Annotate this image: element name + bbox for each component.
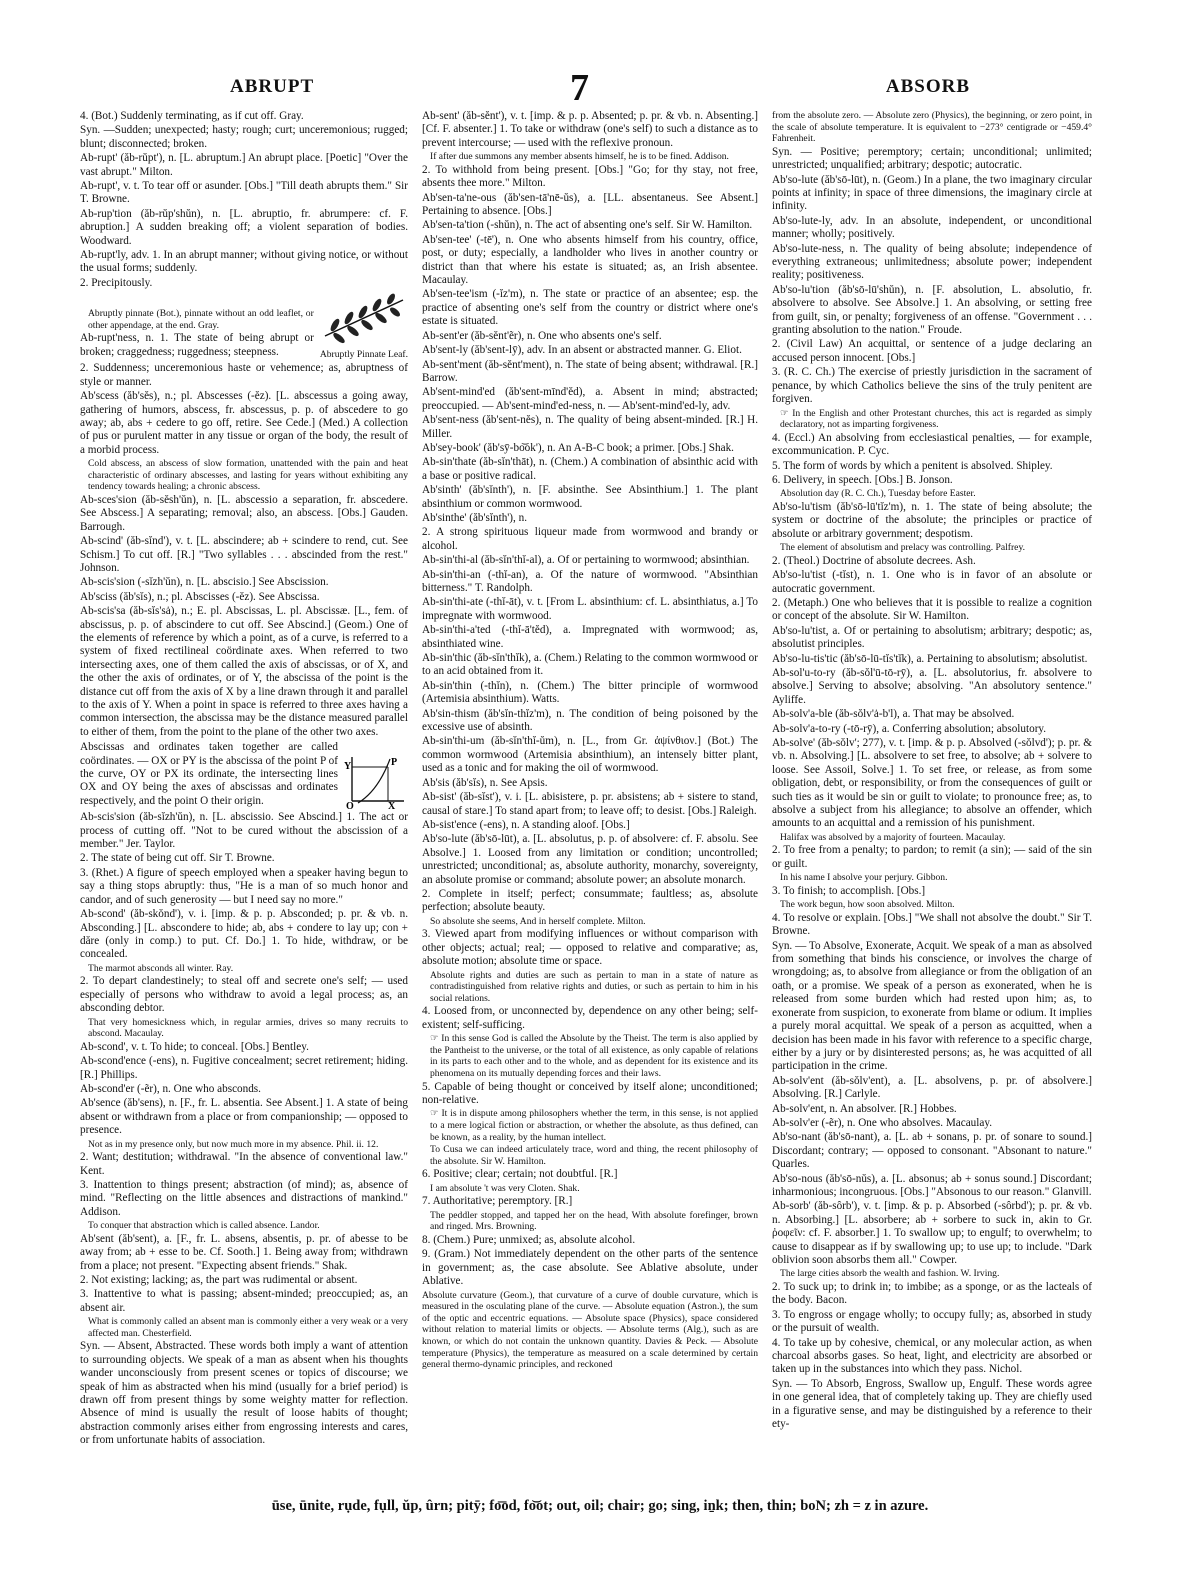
entry: 2. A strong spirituous liqueur made from wormwood and brandy or alcohol.: [422, 526, 758, 552]
entry: 3. Inattention to things present; abstraction (of mind); as, absence of mind. "Reflecting on the little absences and distractions of mankind." Addison.: [80, 1178, 408, 1218]
note: ☞ In this sense God is called the Absolute by the Theist. The term is also applied by the Pantheist to the universe, or the total of all existence, as only capable of relations in its parts to each other and to the whole, and as dependent for its existence and its phenomena on its mutually depending forces and their laws.: [430, 1033, 758, 1079]
entry: 2. Want; destitution; withdrawal. "In the absence of conventional law." Kent.: [80, 1151, 408, 1177]
entry: 3. Viewed apart from modifying influences or without comparison with other objects; actual; real; — opposed to relative and comparative; as, absolute motion; absolute time or space.: [422, 928, 758, 968]
entry: Ab-rupt', v. t. To tear off or asunder. [Obs.] "Till death abrupts them." Sir T. Browne.: [80, 180, 408, 206]
entry: Ab'so-nous (ăb'sō-nŭs), a. [L. absonus; ab + sonus sound.] Discordant; inharmonious; incongruous. [Obs.] "Absonous to our reason." Glanvill.: [772, 1172, 1092, 1198]
quotation: The peddler stopped, and tapped her on the head, With absolute forefinger, brown and ringed. Mrs. Browning.: [430, 1209, 758, 1233]
synonym-note: Syn. — To Absorb, Engross, Swallow up, Engulf. These words agree in one general idea, that of completely taking up. They are chiefly used in a figurative sense, and may be distinguished by a reference to their ety-: [772, 1377, 1092, 1431]
entry: Ab'sis (ăb'sĭs), n. See Apsis.: [422, 776, 548, 789]
entry: Ab'so-lute-ly, adv. In an absolute, independent, or unconditional manner; wholly; positively.: [772, 214, 1092, 241]
quotation: The large cities absorb the wealth and fashion. W. Irving.: [780, 1268, 1000, 1280]
synonym-note: Syn. — Absent, Abstracted. These words both imply a want of attention to surrounding objects. We speak of a man as absent when his thoughts wander unconsciously from present scenes or topics of discourse; we speak of him as abstracted when his mind (usually for a brief period) is drawn off from present things by some weighty matter for reflection. Absence of mind is usually the result of loose habits of thought; abstraction commonly arises either from engrossing interests and cares, or from unfortunate habits of association.: [80, 1340, 408, 1447]
entry: 2. To free from a penalty; to pardon; to remit (a sin); — said of the sin or guilt.: [772, 844, 1092, 870]
entry: 5. The form of words by which a penitent is absolved. Shipley.: [772, 459, 1053, 472]
note: ☞ In the English and other Protestant churches, this act is regarded as simply declaratory, not as imparting forgiveness.: [780, 407, 1092, 431]
entry: Ab-solv'er (-ẽr), n. One who absolves. Macaulay.: [772, 1116, 992, 1129]
entry: Ab-sin'thi-a'ted (-thĭ-ā'tĕd), a. Impregnated with wormwood; as, absinthiated wine.: [422, 624, 758, 650]
entry: 3. (Rhet.) A figure of speech employed when a speaker having begun to say a thing stops abruptly: thus, "He is a man of so much honor and candor, and of such generosity — but I need say no more.": [80, 866, 408, 906]
entry: Ab-sin'thin (-thĭn), n. (Chem.) The bitter principle of wormwood (Artemisia absinthium). Watts.: [422, 679, 758, 706]
note: Absolution day (R. C. Ch.), Tuesday before Easter.: [780, 488, 976, 500]
entry: Ab-sin'thi-al (ăb-sĭn'thĭ-al), a. Of or pertaining to wormwood; absinthian.: [422, 554, 750, 567]
axis-label-y: Y: [344, 761, 352, 773]
entry: Ab'so-lute (ăb'sō-lūt), n. (Geom.) In a plane, the two imaginary circular points at infinity; in space of three dimensions, the imaginary circle at infinity.: [772, 173, 1092, 213]
quotation: I am absolute 't was very Cloten. Shak.: [430, 1182, 580, 1194]
entry: Ab'sey-book' (ăb'sȳ-bo͝ok'), n. An A-B-C book; a primer. [Obs.] Shak.: [422, 441, 734, 454]
abscissa-illustration-block: [80, 741, 408, 809]
entry: Ab'sent-ness (ăb'sent-nĕs), n. The quality of being absent-minded. [R.] H. Miller.: [422, 414, 758, 440]
quotation: To conquer that abstraction which is called absence. Landor.: [88, 1220, 320, 1232]
column-1: [80, 110, 408, 1495]
quotation: Not as in my presence only, but now much more in my absence. Phil. ii. 12.: [88, 1138, 379, 1150]
entry: Ab-solv'a-ble (ăb-sŏlv'ȧ-b'l), a. That may be absolved.: [772, 708, 1015, 721]
entry: Ab-sin'thate (ăb-sĭn'thāt), n. (Chem.) A combination of absinthic acid with a base or positive radical.: [422, 456, 758, 482]
column-3: [772, 110, 1092, 1495]
quotation: That very homesickness which, in regular armies, drives so many recruits to abscond. Macaulay.: [88, 1016, 408, 1040]
entry: Ab'sen-ta'ne-ous (ăb'sen-tā'nē-ŭs), a. [LL. absentaneus. See Absent.] Pertaining to absence. [Obs.]: [422, 191, 758, 218]
entry: Ab-rupt'ness, n. 1. The state of being abrupt or broken; craggedness; ruggedness; steepness.: [80, 332, 314, 358]
entry: Ab'so-lu'tism (ăb'sō-lū'tĭz'm), n. 1. The state of being absolute; the system or doctrine of the absolute; the principles or practice of absolute or arbitrary government; despotism.: [772, 500, 1092, 540]
entry: 2. The state of being cut off. Sir T. Browne.: [80, 852, 275, 865]
entry: 2. Suddenness; unceremonious haste or vehemence; as, abruptness of style or manner.: [80, 362, 408, 388]
entry: Ab-scond', v. t. To hide; to conceal. [Obs.] Bentley.: [80, 1040, 309, 1053]
entry: 2. Precipitously.: [80, 276, 153, 289]
entry: Syn. —Sudden; unexpected; hasty; rough; curt; unceremonious; rugged; blunt; disconnected; broken.: [80, 124, 408, 150]
quotation: The marmot absconds all winter. Ray.: [88, 962, 234, 974]
entry: 6. Delivery, in speech. [Obs.] B. Jonson.: [772, 473, 953, 486]
pronunciation-key: ūse, ūnite, rụde, fụll, ŭp, ûrn; pitȳ; fo͞od, fo͝ot; out, oil; chair; go; sing, iṉk; then, thin; boN; zh = z in azure.: [271, 1498, 929, 1514]
entry: 3. To engross or engage wholly; to occupy fully; as, absorbed in study or the pursuit of wealth.: [772, 1308, 1092, 1335]
column-2: [422, 110, 758, 1495]
quotation: To Cusa we can indeed articulately trace, word and thing, the recent philosophy of the absolute. Sir W. Hamilton.: [430, 1144, 758, 1167]
quotation: If after due summons any member absents himself, he is to be fined. Addison.: [430, 151, 729, 163]
entry: Ab-scond'er (-ẽr), n. One who absconds.: [80, 1082, 261, 1095]
entry: Ab-sorb' (ăb-sôrb'), v. t. [imp. & p. p. Absorbed (-sôrbd'); p. pr. & vb. n. Absorbing.] [L. absorbere; ab + sorbere to suck in, akin to Gr. ῥοφεῖν: cf. F. absorber.] 1. To swallow up; to engulf; to overwhelm; to cause to disappear as if by swallowing up; to use up; to include. "Dark oblivion soon absorbs them all." Cowper.: [772, 1200, 1092, 1266]
entry: 2. Complete in itself; perfect; consummate; faultless; as, absolute perfection; absolute beauty.: [422, 887, 758, 914]
abscissa-diagram-icon: [344, 751, 408, 809]
quotation: The element of absolutism and prelacy was controlling. Palfrey.: [780, 542, 1026, 554]
entry: Ab-sin'thi-an (-thĭ-an), a. Of the nature of wormwood. "Absinthian bitterness." T. Randolph.: [422, 568, 758, 594]
entry: Ab'sen-ta'tion (-shŭn), n. The act of absenting one's self. Sir W. Hamilton.: [422, 219, 753, 232]
synonym-note: Syn. — Positive; peremptory; certain; unconditional; unlimited; unrestricted; unqualified; arbitrary; despotic; autocratic.: [772, 145, 1092, 172]
entry: Ab'sinthe' (ăb'sĭnth'), n.: [422, 511, 528, 524]
entry: Abruptly pinnate (Bot.), pinnate without an odd leaflet, or other appendage, at the end. Gray.: [88, 308, 314, 331]
pinnate-leaf-icon: [321, 292, 407, 344]
entry: Ab'sin-thism (ăb'sĭn-thĭz'm), n. The condition of being poisoned by the excessive use of absinth.: [422, 707, 758, 734]
entry: Ab-solv'a-to-ry (-tō-rȳ), a. Conferring absolution; absolutory.: [772, 722, 1047, 735]
entry: 2. (Theol.) Doctrine of absolute decrees. Ash.: [772, 554, 976, 567]
leaf-caption: Abruptly Pinnate Leaf.: [319, 348, 408, 360]
entry: Ab-rupt'ly, adv. 1. In an abrupt manner; without giving notice, or without the usual forms; suddenly.: [80, 249, 408, 275]
entry: Ab'sent-mind'ed (ăb'sent-mīnd'ĕd), a. Absent in mind; abstracted; preoccupied. — Ab'sent-mind'ed-ness, n. — Ab'sent-mind'ed-ly, adv.: [422, 386, 758, 412]
entry: 2. To suck up; to drink in; to imbibe; as a sponge, or as the lacteals of the body. Bacon.: [772, 1281, 1092, 1307]
leaf-illustration-block: [80, 292, 408, 360]
entry: Cold abscess, an abscess of slow formation, unattended with the pain and heat characteristic of ordinary abscesses, and lasting for years without exhibiting any tendency towards healing; a chronic abscess.: [88, 458, 408, 493]
entry: Ab'sciss (ăb'sĭs), n.; pl. Abscisses (-ĕz). See Abscissa.: [80, 590, 320, 603]
entry: Ab-sces'sion (ăb-sĕsh'ŭn), n. [L. abscessio a separation, fr. abscedere. See Abscess.] A separating; removal; also, an abscess. [Obs.] Gauden. Barrough.: [80, 493, 408, 533]
entry: Ab-scis'sion (ăb-sĭzh'ŭn), n. [L. abscissio. See Abscind.] 1. The act or process of cutting off. "Not to be cured without the abscission of a member." Jer. Taylor.: [80, 811, 408, 851]
entry: 4. (Eccl.) An absolving from ecclesiastical penalties, — for example, excommunication. P. Cyc.: [772, 431, 1092, 458]
entry: 2. To depart clandestinely; to steal off and secrete one's self; — used especially of persons who withdraw to avoid a legal process; as, an absconding debtor.: [80, 975, 408, 1015]
entry: 2. Not existing; lacking; as, the part was rudimental or absent.: [80, 1274, 358, 1286]
entry: Ab-sin'thi-ate (-thĭ-āt), v. t. [From L. absinthium: cf. L. absinthiatus, a.] To impregnate with wormwood.: [422, 596, 758, 622]
entry: Ab'sent (ăb'sent), a. [F., fr. L. absens, absentis, p. pr. of abesse to be away from; ab + esse to be. Cf. Sooth.] 1. Being away from; withdrawn from a place; not present. "Expecting absent friends." Shak.: [80, 1232, 408, 1272]
entry: Ab-sent' (ăb-sĕnt'), v. t. [imp. & p. p. Absented; p. pr. & vb. n. Absenting.] [Cf. F. absenter.] 1. To take or withdraw (one's self) to such a distance as to prevent intercourse; — used with the reflexive pronoun.: [422, 110, 758, 149]
entry: Ab-sin'thic (ăb-sĭn'thĭk), a. (Chem.) Relating to the common wormwood or to an acid obtained from it.: [422, 652, 758, 678]
entry: 4. (Bot.) Suddenly terminating, as if cut off. Gray.: [80, 110, 304, 122]
entry: Ab'so-lu-tis'tic (ăb'sō-lū-tĭs'tĭk), a. Pertaining to absolutism; absolutist.: [772, 652, 1088, 665]
entry: Ab'so-lu'tion (ăb'sō-lū'shŭn), n. [F. absolution, L. absolutio, fr. absolvere to absolve. See Absolve.] 1. An absolving, or setting free from guilt, sin, or penalty; forgiveness of an offense. "Government . . . granting absolution to the nation." Froude.: [772, 283, 1092, 337]
entry: Ab'sence (ăb'sens), n. [F., fr. L. absentia. See Absent.] 1. A state of being absent or withdrawn from a place or from companionship; — opposed to presence.: [80, 1097, 408, 1137]
entry: 9. (Gram.) Not immediately dependent on the other parts of the sentence in government; as, the case absolute. See Ablative absolute, under Ablative.: [422, 1248, 758, 1288]
entry: 3. (R. C. Ch.) The exercise of priestly jurisdiction in the sacrament of penance, by which Catholics believe the sins of the truly penitent are forgiven.: [772, 366, 1092, 406]
quotation: In his name I absolve your perjury. Gibbon.: [780, 872, 948, 884]
entry: Ab-sin'thi-um (ăb-sĭn'thĭ-ŭm), n. [L., from Gr. ἀψίνθιον.] (Bot.) The common wormwood (Artemisia absinthium), an intensely bitter plant, used as a tonic and for making the oil of wormwood.: [422, 735, 758, 775]
entry: Ab'so-lu'tist, a. Of or pertaining to absolutism; arbitrary; despotic; as, absolutist principles.: [772, 624, 1092, 651]
origin-label-o: O: [346, 801, 354, 810]
entry: Ab-sist'ence (-ens), n. A standing aloof. [Obs.]: [422, 818, 630, 831]
note: from the absolute zero. — Absolute zero (Physics), the beginning, or zero point, in the scale of absolute temperature. It is equivalent to −273° centigrade or −459.4° Fahrenheit.: [772, 110, 1092, 145]
entry: 4. Loosed from, or unconnected by, dependence on any other being; self-existent; self-sufficing.: [422, 1005, 758, 1031]
entry: 8. (Chem.) Pure; unmixed; as, absolute alcohol.: [422, 1233, 636, 1246]
note: ☞ It is in dispute among philosophers whether the term, in this sense, is not applied to a mere logical fiction or abstraction, or whether the absolute, as thus defined, can be known, as a reality, by the human intellect.: [430, 1108, 758, 1143]
entry: Abscissas and ordinates taken together are called coördinates. — OX or PY is the abscissa of the point P of the curve, OY or PX its ordinate, the intersecting lines OX and OY being the axes of abscissas and ordinates respectively, and the point O their origin.: [80, 741, 338, 807]
entry: 6. Positive; clear; certain; not doubtful. [R.]: [422, 1168, 618, 1181]
quotation: The work begun, how soon absolved. Milton.: [780, 899, 955, 911]
entry: 7. Authoritative; peremptory. [R.]: [422, 1195, 573, 1208]
entry: Ab-scind' (ăb-sĭnd'), v. t. [L. abscindere; ab + scindere to rend, cut. See Schism.] To cut off. [R.] "Two syllables . . . abscinded from the rest." Johnson.: [80, 535, 408, 574]
entry: 3. Inattentive to what is passing; absent-minded; preoccupied; as, an absent air.: [80, 1288, 408, 1314]
entry: Ab'sen-tee' (-tē'), n. One who absents himself from his country, office, post, or duty; especially, a landholder who lives in another country or district than that where his estate is situated; as, an Irish absentee. Macaulay.: [422, 233, 758, 287]
entry: Ab-solv'ent (ăb-sŏlv'ent), a. [L. absolvens, p. pr. of absolvere.] Absolving. [R.] Carlyle.: [772, 1074, 1092, 1101]
entry: 3. To finish; to accomplish. [Obs.]: [772, 884, 926, 897]
quotation: What is commonly called an absent man is commonly either a very weak or a very affected man. Chesterfield.: [88, 1316, 408, 1339]
entry: 5. Capable of being thought or conceived by itself alone; unconditioned; non-relative.: [422, 1080, 758, 1106]
entry: Ab-scis'sa (ăb-sĭs'sȧ), n.; E. pl. Abscissas, L. pl. Abscissæ. [L., fem. of abscissus, p. p. of abscindere to cut off. See Abscind.] (Geom.) One of the elements of reference by which a point, as of a curve, is referred to a system of fixed rectilineal coördinate axes. When referred to two intersecting axes, one of them called the axis of abscissas, or of X, and the other the axis of ordinates, or of Y, the abscissa of the point is the distance cut off from the axis of X by a line drawn through it and parallel to the axis of Y. When a point in space is referred to three axes having a common intersection, the abscissa may be the distance measured parallel to either of them, from the point to the plane of the other two axes.: [80, 605, 408, 738]
page-number: 7: [570, 67, 589, 109]
entry: Ab-rupt' (ăb-rŭpt'), n. [L. abruptum.] An abrupt place. [Poetic] "Over the vast abrupt." Milton.: [80, 152, 408, 178]
entry: Ab-scond' (ăb-skŏnd'), v. i. [imp. & p. p. Absconded; p. pr. & vb. n. Absconding.] [L. abscondere to hide; ab, abs + condere to lay up; con + dăre (only in comp.) to put. Cf. Do.] 1. To hide, withdraw, or be concealed.: [80, 908, 408, 961]
entry: Ab-sist' (ăb-sĭst'), v. i. [L. abisistere, p. pr. absistens; ab + sistere to stand, causal of stare.] To stand apart from; to leave off; to desist. [Obs.] Raleigh.: [422, 791, 758, 817]
point-label-p: P: [391, 757, 398, 769]
entry: Ab-scond'ence (-ens), n. Fugitive concealment; secret retirement; hiding. [R.] Phillips.: [80, 1055, 408, 1081]
entry: Ab'sen-tee'ism (-ĭz'm), n. The state or practice of an absentee; esp. the practice of absenting one's self from the country or district where one's estate is situated.: [422, 288, 758, 328]
entry: Ab'so-lute-ness, n. The quality of being absolute; independence of everything extraneous; unlimitedness; absolute power; independent reality; positiveness.: [772, 242, 1092, 282]
note: Absolute curvature (Geom.), that curvature of a curve of double curvature, which is measured in the osculating plane of the curve. — Absolute equation (Astron.), the sum of the optic and eccentric equations. — Absolute space (Physics), space considered without relation to material limits or objects. — Absolute terms (Alg.), such as are known, or which do not contain the unknown quantity. Davies & Peck. — Absolute temperature (Physics), the temperature as measured on a scale determined by certain general thermo-dynamic principles, and reckoned: [422, 1289, 758, 1371]
quotation: Halifax was absolved by a majority of fourteen. Macaulay.: [780, 831, 1006, 843]
guide-word-left: ABRUPT: [230, 76, 315, 97]
entry: 2. To withhold from being present. [Obs.] "Go; for thy stay, not free, absents thee more." Milton.: [422, 163, 758, 190]
note: Absolute rights and duties are such as pertain to man in a state of nature as contradistinguished from relative rights and duties, or such as pertain to him in his social relations.: [430, 969, 758, 1004]
entry: Ab-sol'u-to-ry (ăb-sŏl'ū-tō-rȳ), a. [L. absolutorius, fr. absolvere to absolve.] Serving to absolve; absolving. "An absolutory sentence." Ayliffe.: [772, 666, 1092, 706]
entry: 2. (Metaph.) One who believes that it is possible to realize a cognition or concept of the absolute. Sir W. Hamilton.: [772, 596, 1092, 623]
entry: 4. To resolve or explain. [Obs.] "We shall not absolve the doubt." Sir T. Browne.: [772, 911, 1092, 938]
synonym-note: Syn. — To Absolve, Exonerate, Acquit. We speak of a man as absolved from something that binds his conscience, or involves the charge of wrongdoing; as, to absolve from allegiance or from the obligation of an oath, or a promise. We speak of a person as exonerated, when he is released from some burden which had rested upon him; as, to exonerate from suspicion, to exonerate from blame or odium. It implies a purely moral acquittal. We speak of a person as acquitted, when a decision has been made in his favor with reference to a specific charge, either by a jury or by disinterested persons; as, he was acquitted of all participation in the crime.: [772, 939, 1092, 1073]
axis-label-x: X: [388, 801, 396, 810]
entry: Ab-sent'ment (ăb-sĕnt'ment), n. The state of being absent; withdrawal. [R.] Barrow.: [422, 358, 758, 384]
entry: Ab'so-nant (ăb'sō-nant), a. [L. ab + sonans, p. pr. of sonare to sound.] Discordant; contrary; — opposed to consonant. "Absonant to nature." Quarles.: [772, 1131, 1092, 1171]
entry: Ab-rup'tion (ăb-rŭp'shŭn), n. [L. abruptio, fr. abrumpere: cf. F. abruption.] A sudden breaking off; a violent separation of bodies. Woodward.: [80, 207, 408, 247]
entry: Ab-solve' (ăb-sŏlv'; 277), v. t. [imp. & p. p. Absolved (-sŏlvd'); p. pr. & vb. n. Absolving.] [L. absolvere to set free, to absolve; ab + solvere to loose. See Assoil, Solve.] 1. To set free, or release, as from some obligation, debt, or responsibility, or from the consequences of guilt or such ties as it would be sin or guilt to violate; to pronounce free; as, to absolve a subject from his allegiance; to absolve an offender, which amounts to an acquittal and a remission of his punishment.: [772, 737, 1092, 830]
entry: Ab'so-lu'tist (-tĭst), n. 1. One who is in favor of an absolute or autocratic government.: [772, 569, 1092, 595]
entry: Ab-sent'er (ăb-sĕnt'ẽr), n. One who absents one's self.: [422, 329, 662, 342]
entry: 4. To take up by cohesive, chemical, or any molecular action, as when charcoal absorbs gases. So heat, light, and electricity are absorbed or taken up in the substances into which they pass. Nichol.: [772, 1336, 1092, 1376]
entry: 2. (Civil Law) An acquittal, or sentence of a judge declaring an accused person innocent. [Obs.]: [772, 338, 1092, 364]
entry: Ab'sent-ly (ăb'sent-lȳ), adv. In an absent or abstracted manner. G. Eliot.: [422, 344, 742, 357]
entry: Ab'so-lute (ăb'sō-lūt), a. [L. absolutus, p. p. of absolvere: cf. F. absolu. See Absolve.] 1. Loosed from any limitation or condition; uncontrolled; unrestricted; unconditional; as, absolute authority, monarchy, sovereignty, an absolute promise or command; absolute power; an absolute monarch.: [422, 833, 758, 886]
entry: Ab'scess (ăb'sĕs), n.; pl. Abscesses (-ĕz). [L. abscessus a going away, gathering of humors, abscess, fr. abscessus, p. p. of abscedere to go away; ab, abs + cedere to go off, retire. See Cede.] (Med.) A collection of pus or purulent matter in any tissue or organ of the body, the result of a morbid process.: [80, 390, 408, 456]
guide-word-right: ABSORB: [885, 76, 970, 97]
entry: Ab-solv'ent, n. An absolver. [R.] Hobbes.: [772, 1102, 957, 1115]
entry: Ab'sinth' (ăb'sĭnth'), n. [F. absinthe. See Absinthium.] 1. The plant absinthium or common wormwood.: [422, 484, 758, 510]
quotation: So absolute she seems, And in herself complete. Milton.: [430, 915, 646, 927]
entry: Ab-scis'sion (-sĭzh'ŭn), n. [L. abscisio.] See Abscission.: [80, 576, 329, 589]
